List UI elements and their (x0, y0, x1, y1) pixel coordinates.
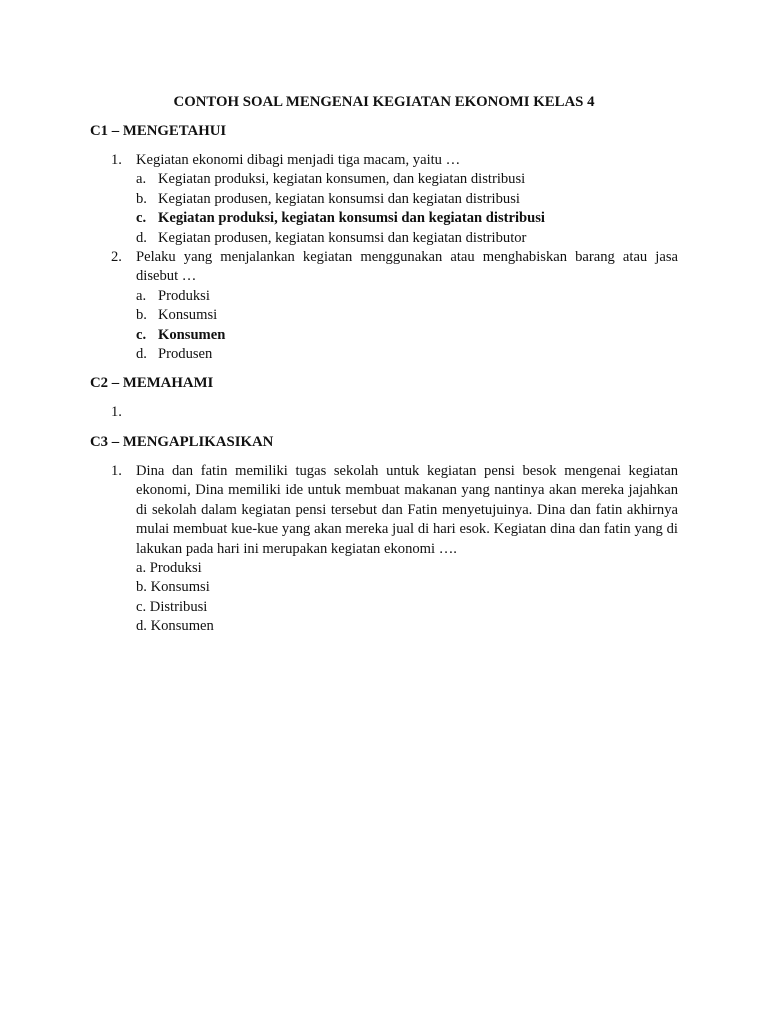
question-item (90, 403, 678, 422)
correct-answer-option (90, 209, 678, 228)
question-list-c3 (90, 462, 678, 637)
answer-option: a. Produksi (136, 560, 202, 577)
option-text: Kegiatan produksi, kegiatan konsumsi dan kegiatan distribusi (158, 210, 545, 227)
section-heading-c2: C2 – MEMAHAMI (90, 375, 214, 391)
answer-option (90, 306, 678, 325)
question-number: 2. (111, 249, 122, 266)
question-text: Dina dan fatin memiliki tugas sekolah untuk kegiatan pensi besok mengenai kegiatan ekonomi, Dina memiliki ide untuk membuat makanan yang nantinya akan mereka jajahkan di sekolah dalam kegiatan pensi tersebut dan Fatin menyetujuinya. Dina dan fatin akhirnya mulai membuat kue-kue yang akan mereka jual di hari esok. Kegiatan dina dan fatin yang di lakukan pada hari ini merupakan kegiatan ekonomi …. (136, 463, 678, 557)
answer-option (90, 170, 678, 189)
option-letter: d. (136, 229, 147, 246)
question-text: Pelaku yang menjalankan kegiatan menggunakan atau menghabiskan barang atau jasa disebut … (136, 249, 678, 285)
option-text: Kegiatan produsen, kegiatan konsumsi dan kegiatan distribusi (158, 190, 520, 207)
option-text: Kegiatan produsen, kegiatan konsumsi dan kegiatan distributor (158, 229, 527, 246)
answer-option (90, 345, 678, 364)
question-number: 1. (111, 152, 122, 168)
question-list-c1 (90, 151, 678, 364)
option-letter: c. (136, 326, 147, 343)
option-letter: b. (136, 307, 147, 324)
question-item (90, 462, 678, 559)
question-item (90, 151, 678, 170)
option-letter: b. (136, 190, 147, 207)
question-number: 1. (111, 463, 122, 479)
option-text: Produsen (158, 346, 213, 363)
question-item (90, 248, 678, 287)
answer-option (90, 229, 678, 248)
page-title: CONTOH SOAL MENGENAI KEGIATAN EKONOMI KELAS 4 (173, 94, 595, 110)
option-text: Konsumsi (158, 307, 218, 324)
answer-option: c. Distribusi (136, 598, 208, 615)
option-text: Produksi (158, 287, 210, 304)
answer-option (90, 190, 678, 209)
answer-option: b. Konsumsi (136, 579, 210, 596)
option-text: Kegiatan produksi, kegiatan konsumen, dan kegiatan distribusi (158, 171, 526, 188)
question-text: Kegiatan ekonomi dibagi menjadi tiga macam, yaitu … (136, 152, 461, 168)
section-heading-c1: C1 – MENGETAHUI (90, 123, 227, 139)
answer-option (90, 287, 678, 306)
question-number: 1. (111, 404, 122, 420)
answer-option: d. Konsumen (136, 618, 214, 635)
option-letter: a. (136, 171, 147, 188)
section-heading-c3: C3 – MENGAPLIKASIKAN (90, 434, 274, 450)
option-letter: d. (136, 346, 147, 363)
correct-answer-option (90, 326, 678, 345)
option-letter: a. (136, 287, 147, 304)
question-text (136, 403, 678, 422)
question-list-c2 (90, 403, 678, 422)
option-text: Konsumen (158, 326, 226, 343)
option-letter: c. (136, 210, 147, 227)
